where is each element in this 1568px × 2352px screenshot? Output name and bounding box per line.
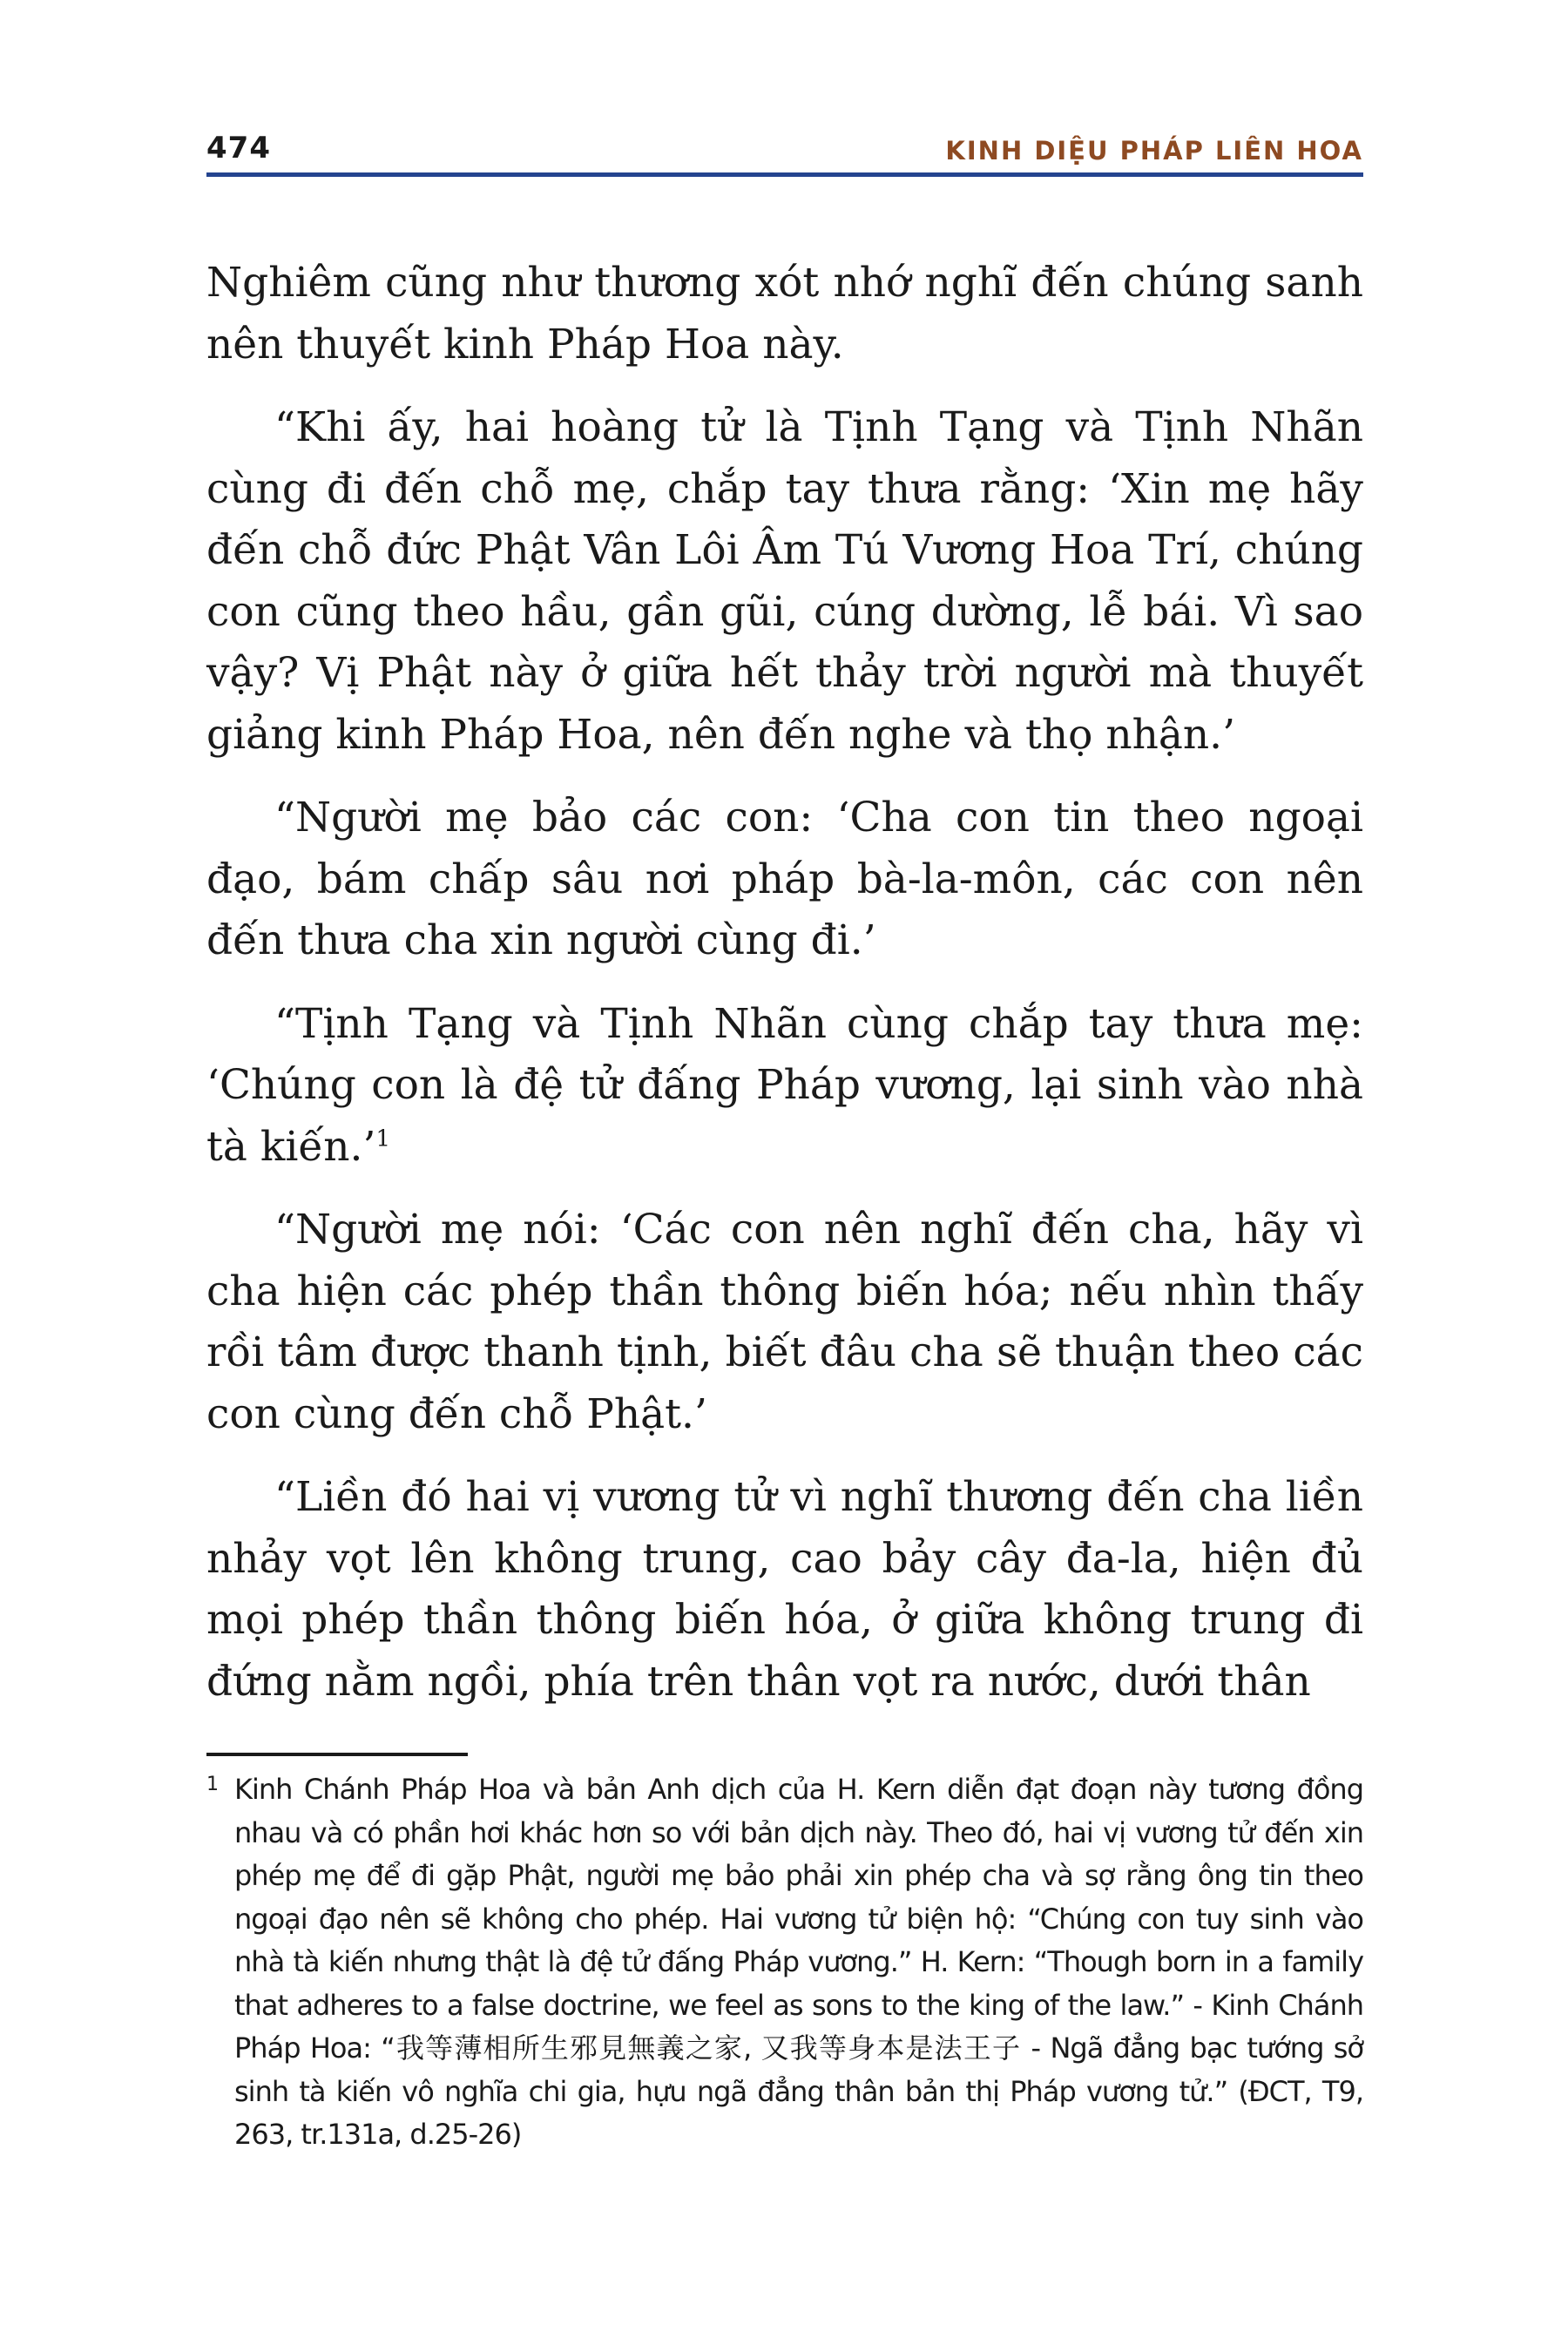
body-text xyxy=(206,253,1363,1734)
paragraph-text: “Liền đó hai vị vương tử vì nghĩ thương đến cha liền nhảy vọt lên không trung, cao bảy cây đa-la, hiện đủ mọi phép thần thông biến hóa, ở giữa không trung đi đứng nằm ngồi, phía trên thân vọt ra nước, dưới thân xyxy=(206,1473,1363,1706)
paragraph-text: “Khi ấy, hai hoàng tử là Tịnh Tạng và Tịnh Nhãn cùng đi đến chỗ mẹ, chắp tay thưa rằng: ‘Xin mẹ hãy đến chỗ đức Phật Vân Lôi Âm Tú Vương Hoa Trí, chúng con cũng theo hầu, gần gũi, cúng dường, lễ bái. Vì sao vậy? Vị Phật này ở giữa hết thảy trời người mà thuyết giảng kinh Pháp Hoa, nên đến nghe và thọ nhận.’ xyxy=(206,403,1363,759)
paragraph xyxy=(206,253,1363,375)
paragraph xyxy=(206,397,1363,766)
footnote-text: Kinh Chánh Pháp Hoa và bản Anh dịch của H. Kern diễn đạt đoạn này tương đồng nhau và có phần hơi khác hơn so với bản dịch này. Theo đó, hai vị vương tử đến xin phép mẹ để đi gặp Phật, người mẹ bảo phải xin phép cha và sợ rằng ông tin theo ngoại đạo nên sẽ không cho phép. Hai vương tử biện hộ: “Chúng con tuy sinh vào nhà tà kiến nhưng thật là đệ tử đấng Pháp vương.” H. Kern: “Though born in a family that adheres to a false doctrine, we feel as sons to the king of the law.” - Kinh Chánh Pháp Hoa: “我等薄相所生邪見無義之家, 又我等身本是法王子 - Ngã đẳng bạc tướng sở sinh tà kiến vô nghĩa chi gia, hựu ngã đẳng thân bản thị Pháp vương tử.” (ĐCT, T9, 263, tr.131a, d.25-26) xyxy=(234,1773,1363,2151)
footnotes xyxy=(206,1768,1363,2157)
paragraph xyxy=(206,1200,1363,1445)
paragraph-text: “Người mẹ bảo các con: ‘Cha con tin theo ngoại đạo, bám chấp sâu nơi pháp bà-la-môn, các con nên đến thưa cha xin người cùng đi.’ xyxy=(206,794,1363,964)
paragraph-text: “Người mẹ nói: ‘Các con nên nghĩ đến cha, hãy vì cha hiện các phép thần thông biến hóa; nếu nhìn thấy rồi tâm được thanh tịnh, biết đâu cha sẽ thuận theo các con cùng đến chỗ Phật.’ xyxy=(206,1206,1363,1438)
page-number: 474 xyxy=(206,131,271,166)
running-header xyxy=(206,122,1363,166)
footnote-number: 1 xyxy=(206,1774,218,1795)
paragraph xyxy=(206,787,1363,972)
footnote-separator xyxy=(206,1753,468,1756)
footnote-reference[interactable]: 1 xyxy=(375,1125,390,1152)
header-rule xyxy=(206,172,1363,177)
footnote xyxy=(206,1768,1363,2157)
paragraph xyxy=(206,1467,1363,1713)
book-title: KINH DIỆU PHÁP LIÊN HOA xyxy=(945,136,1363,166)
paragraph xyxy=(206,994,1363,1179)
paragraph-text: Nghiêm cũng như thương xót nhớ nghĩ đến chúng sanh nên thuyết kinh Pháp Hoa này. xyxy=(206,259,1363,368)
paragraph-text: “Tịnh Tạng và Tịnh Nhãn cùng chắp tay thưa mẹ: ‘Chúng con là đệ tử đấng Pháp vương, lại sinh vào nhà tà kiến.’ xyxy=(206,999,1363,1171)
